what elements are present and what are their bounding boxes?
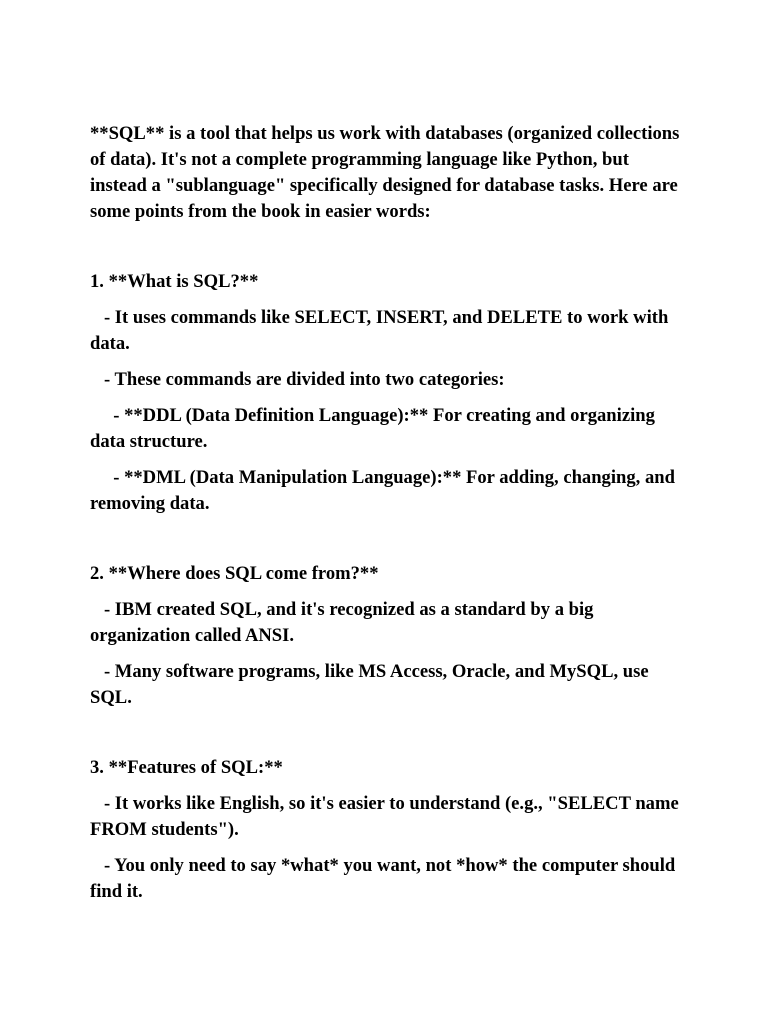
- section-2: [90, 561, 690, 711]
- list-item: - **DDL (Data Definition Language):** For creating and organizing data structure.: [90, 405, 660, 452]
- list-item: - It works like English, so it's easier to understand (e.g., "SELECT name FROM students").: [90, 793, 684, 840]
- section-heading: 2. **Where does SQL come from?**: [90, 563, 379, 584]
- list-item: - IBM created SQL, and it's recognized as a standard by a big organization called ANSI.: [90, 599, 599, 646]
- document-page: [90, 121, 690, 915]
- section-1: [90, 269, 690, 517]
- list-item: - **DML (Data Manipulation Language):** For adding, changing, and removing data.: [90, 467, 680, 514]
- intro-paragraph: **SQL** is a tool that helps us work with databases (organized collections of data). It's not a complete programming language like Python, but instead a "sublanguage" specifically designed for database tasks. Here are some points from the book in easier words:: [90, 123, 685, 222]
- section-3: [90, 755, 690, 905]
- list-item: - Many software programs, like MS Access, Oracle, and MySQL, use SQL.: [90, 661, 654, 708]
- list-item: - These commands are divided into two categories:: [90, 369, 505, 390]
- section-heading: 1. **What is SQL?**: [90, 271, 259, 292]
- section-heading: 3. **Features of SQL:**: [90, 757, 283, 778]
- list-item: - It uses commands like SELECT, INSERT, and DELETE to work with data.: [90, 307, 673, 354]
- list-item: - You only need to say *what* you want, not *how* the computer should find it.: [90, 855, 680, 902]
